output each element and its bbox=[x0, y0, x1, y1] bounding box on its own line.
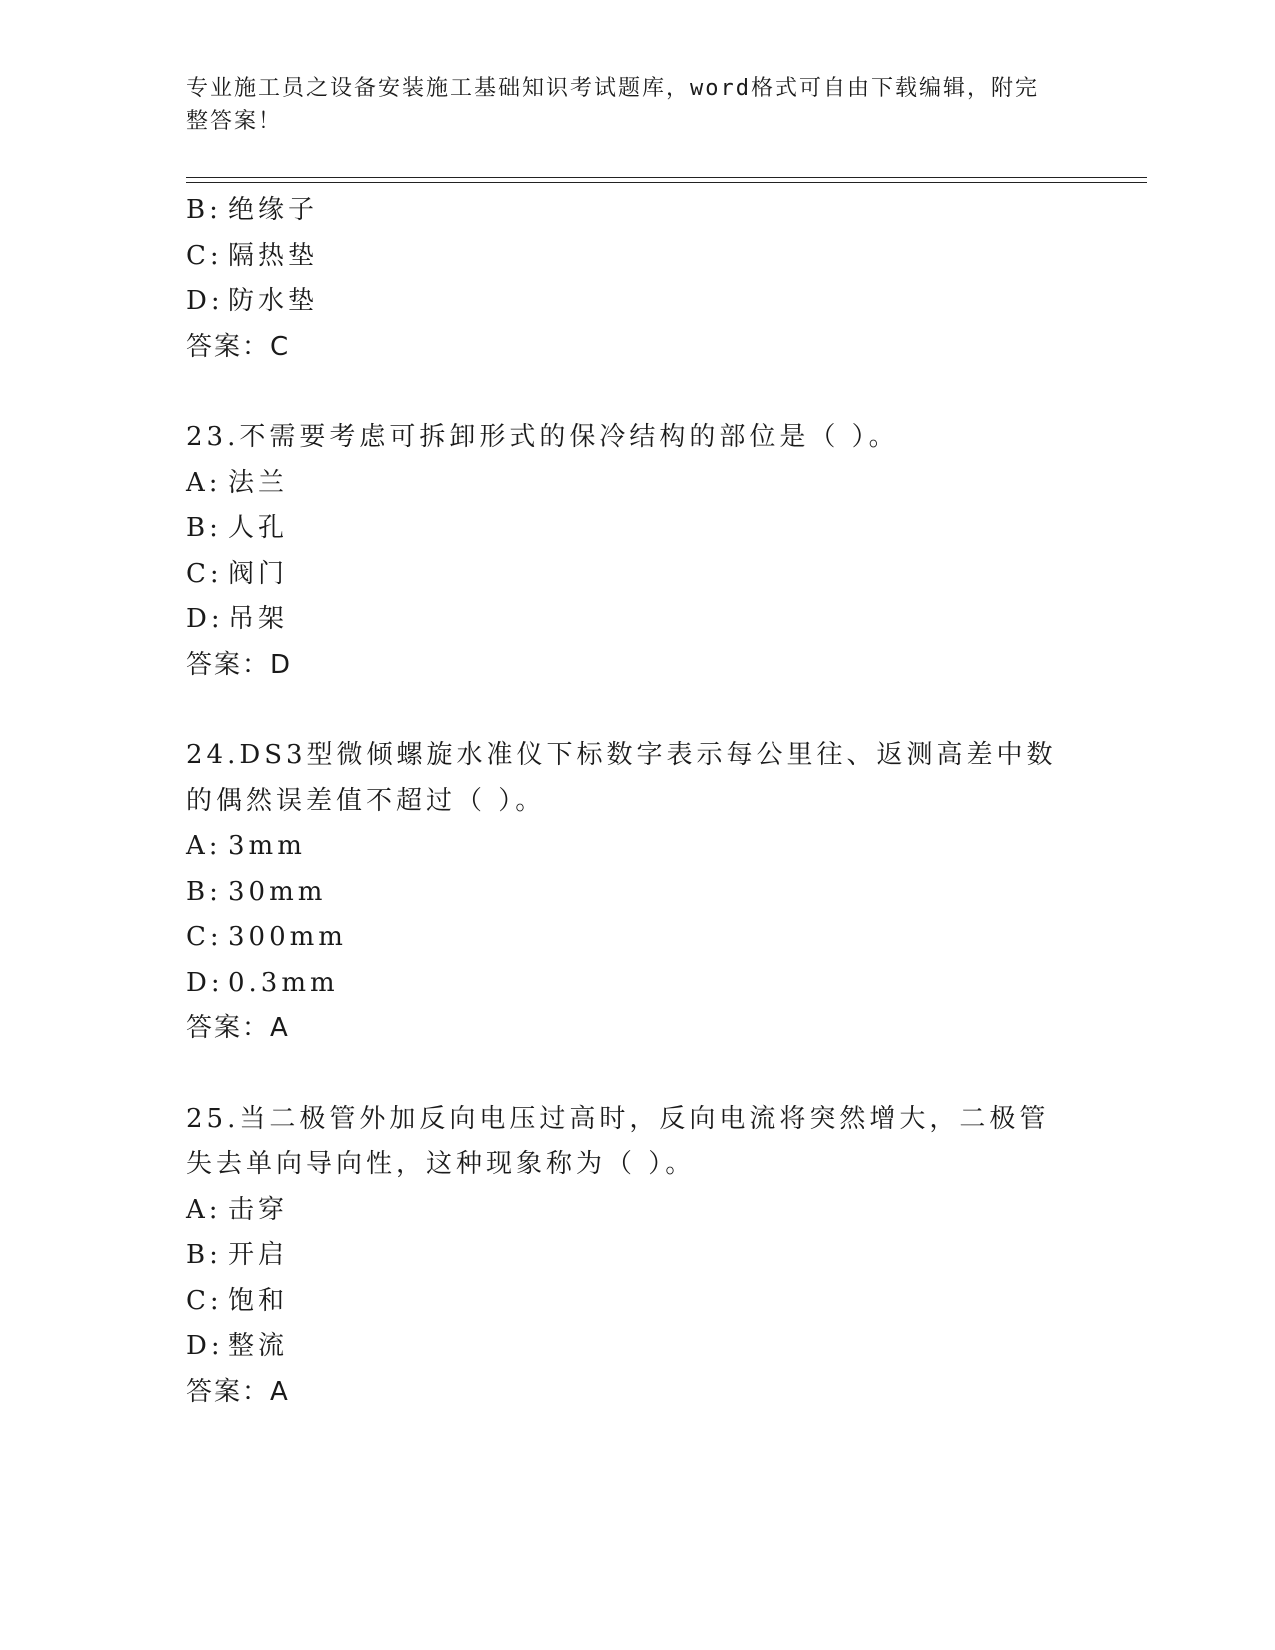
option-letter: D: bbox=[186, 286, 224, 316]
option-d bbox=[186, 279, 1086, 325]
question-text: 25.当二极管外加反向电压过高时，反向电流将突然增大，二极管失去单向导向性，这种现象称为（ ）。 bbox=[186, 1103, 1050, 1179]
option-letter: D: bbox=[186, 967, 224, 998]
question-block-24 bbox=[186, 733, 1086, 1052]
option-d bbox=[186, 1324, 1086, 1370]
option-c bbox=[186, 552, 1086, 598]
option-text: 3mm bbox=[228, 831, 306, 861]
option-d bbox=[186, 597, 1086, 643]
question-block-25 bbox=[186, 1097, 1086, 1416]
option-text: 30mm bbox=[228, 876, 327, 907]
option-text: 人孔 bbox=[228, 513, 289, 543]
option-c bbox=[186, 1279, 1086, 1325]
answer-line: 答案：D bbox=[186, 649, 293, 680]
option-text: 隔热垫 bbox=[228, 240, 319, 271]
option-text: 饱和 bbox=[228, 1285, 289, 1316]
option-d bbox=[186, 961, 1086, 1007]
option-text: 阀门 bbox=[228, 558, 289, 589]
option-letter: D: bbox=[186, 604, 224, 634]
option-text: 法兰 bbox=[228, 467, 289, 498]
option-c bbox=[186, 915, 1086, 961]
document-header bbox=[186, 72, 1066, 138]
question-text: 23.不需要考虑可拆卸形式的保冷结构的部位是（ ）。 bbox=[186, 422, 899, 452]
option-text: 开启 bbox=[228, 1240, 289, 1270]
prev-question-block bbox=[186, 188, 1086, 370]
option-letter: B: bbox=[186, 513, 222, 543]
question-text: 24.DS3型微倾螺旋水准仪下标数字表示每公里往、返测高差中数的偶然误差值不超过（ ）。 bbox=[186, 740, 1057, 816]
answer-line: 答案：A bbox=[186, 1013, 290, 1043]
option-text: 300mm bbox=[228, 922, 347, 952]
answer-line: 答案：C bbox=[186, 331, 291, 362]
option-letter: A: bbox=[186, 831, 222, 861]
option-text: 0.3mm bbox=[228, 967, 339, 998]
option-letter: D: bbox=[186, 1331, 224, 1361]
exam-content bbox=[186, 188, 1086, 1415]
header-divider-bottom bbox=[186, 182, 1147, 183]
option-text: 吊架 bbox=[228, 604, 289, 634]
option-b bbox=[186, 1233, 1086, 1279]
option-text: 整流 bbox=[228, 1331, 289, 1361]
option-b bbox=[186, 506, 1086, 552]
option-letter: C: bbox=[186, 922, 223, 952]
option-b bbox=[186, 188, 1086, 234]
option-a bbox=[186, 824, 1086, 870]
option-text: 防水垫 bbox=[228, 286, 319, 316]
option-letter: A: bbox=[186, 1194, 222, 1225]
option-c bbox=[186, 234, 1086, 280]
header-divider-top bbox=[186, 177, 1147, 178]
option-letter: C: bbox=[186, 240, 223, 271]
answer-line: 答案：A bbox=[186, 1376, 290, 1407]
option-letter: C: bbox=[186, 558, 223, 589]
option-a bbox=[186, 461, 1086, 507]
header-title-line2: 整答案！ bbox=[186, 109, 283, 134]
option-text: 击穿 bbox=[228, 1194, 289, 1225]
option-a bbox=[186, 1188, 1086, 1234]
question-block-23 bbox=[186, 415, 1086, 688]
option-text: 绝缘子 bbox=[228, 195, 319, 225]
option-letter: B: bbox=[186, 1240, 222, 1270]
option-letter: B: bbox=[186, 195, 222, 225]
header-title-line1: 专业施工员之设备安装施工基础知识考试题库，word格式可自由下载编辑，附完 bbox=[186, 76, 1039, 101]
option-letter: A: bbox=[186, 467, 222, 498]
option-letter: B: bbox=[186, 876, 222, 907]
option-letter: C: bbox=[186, 1285, 223, 1316]
option-b bbox=[186, 870, 1086, 916]
